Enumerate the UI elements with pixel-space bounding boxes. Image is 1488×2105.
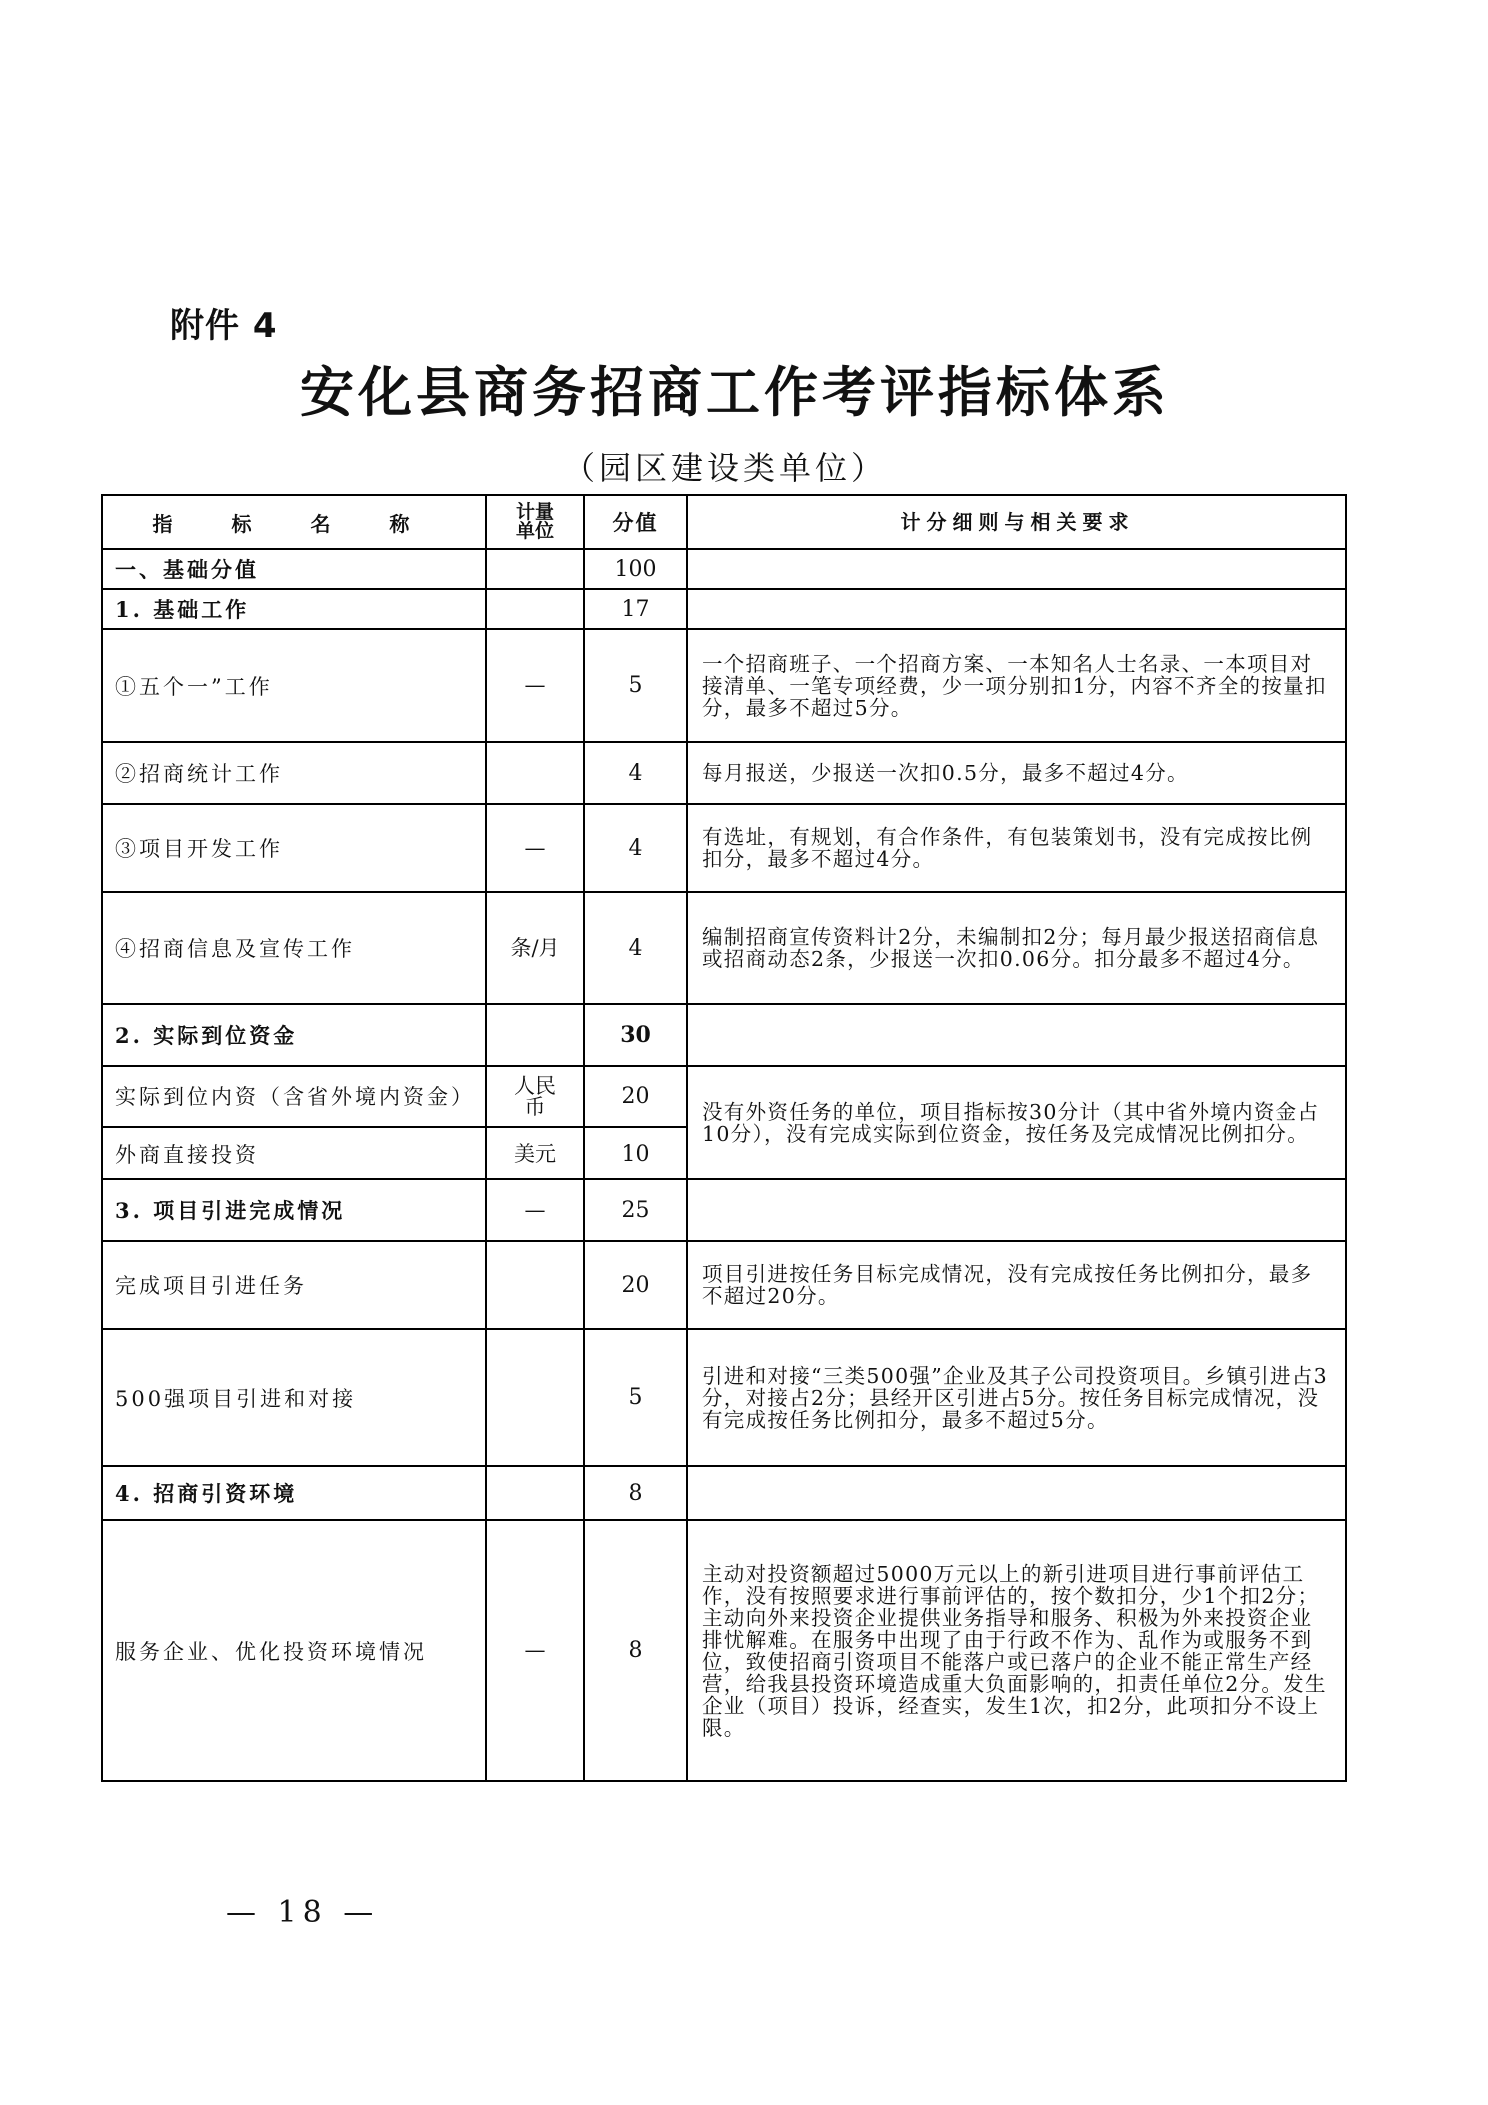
row-name: 4. 招商引资环境 — [103, 1467, 487, 1519]
row-unit — [487, 1330, 585, 1465]
row-unit: — — [487, 1180, 585, 1240]
row-score: 4 — [585, 805, 688, 891]
table-row — [103, 590, 1345, 630]
table-row — [103, 805, 1345, 893]
row-rules: 主动对投资额超过5000万元以上的新引进项目进行事前评估工作，没有按照要求进行事前评估的，按个数扣分，少1个扣2分；主动向外来投资企业提供业务指导和服务、积极为外来投资企业排忧解难。在服务中出现了由于行政不作为、乱作为或服务不到位，致使招商引资项目不能落户或已落户的企业不能正常生产经营，给我县投资环境造成重大负面影响的，扣责任单位2分。发生企业（项目）投诉，经查实，发生1次，扣2分，此项扣分不设上限。 — [702, 1561, 1327, 1740]
table-header-row — [103, 496, 1345, 550]
table-row — [103, 1521, 1345, 1780]
table-row — [103, 1180, 1345, 1242]
table-row — [103, 1467, 1345, 1521]
row-unit: 美元 — [487, 1128, 585, 1180]
row-rules: 项目引进按任务目标完成情况，没有完成按任务比例扣分，最多不超过20分。 — [702, 1262, 1313, 1308]
row-unit: 人民币 — [487, 1067, 585, 1128]
row-unit: 条/月 — [487, 893, 585, 1003]
row-score: 5 — [585, 630, 688, 741]
row-rules: 每月报送，少报送一次扣0.5分，最多不超过4分。 — [702, 761, 1189, 785]
row-score: 5 — [585, 1330, 688, 1465]
row-score: 17 — [585, 590, 688, 628]
row-score: 100 — [585, 550, 688, 588]
column-header-name: 指 标 名 称 — [103, 496, 487, 548]
column-header-rules: 计分细则与相关要求 — [900, 510, 1135, 534]
row-name: 1. 基础工作 — [103, 590, 487, 628]
row-name: ②招商统计工作 — [103, 743, 487, 803]
evaluation-table — [101, 494, 1347, 1782]
row-unit — [487, 590, 585, 628]
row-name: 外商直接投资 — [103, 1128, 487, 1180]
row-unit: — — [487, 630, 585, 741]
table-row — [103, 630, 1345, 743]
row-name: 3. 项目引进完成情况 — [103, 1180, 487, 1240]
row-rules — [688, 1467, 1345, 1519]
row-unit — [487, 1467, 585, 1519]
row-unit — [487, 1242, 585, 1328]
row-score: 20 — [585, 1067, 688, 1128]
row-rules — [688, 1180, 1345, 1240]
row-score: 25 — [585, 1180, 688, 1240]
table-row — [103, 893, 1345, 1005]
row-score: 10 — [585, 1128, 688, 1180]
row-score: 8 — [585, 1521, 688, 1780]
table-row — [103, 1242, 1345, 1330]
row-rules: 引进和对接“三类500强”企业及其子公司投资项目。乡镇引进占3分，对接占2分；县经开区引进占5分。按任务目标完成情况，没有完成按任务比例扣分，最多不超过5分。 — [702, 1363, 1328, 1432]
row-name: 一、基础分值 — [103, 550, 487, 588]
row-name: 完成项目引进任务 — [103, 1242, 487, 1328]
merged-rules-cell: 没有外资任务的单位，项目指标按30分计（其中省外境内资金占10分），没有完成实际到位资金，按任务及完成情况比例扣分。 — [688, 1067, 1345, 1180]
row-score: 4 — [585, 893, 688, 1003]
row-unit — [487, 1005, 585, 1065]
row-name: 实际到位内资（含省外境内资金） — [103, 1067, 487, 1128]
table-row — [103, 743, 1345, 805]
row-unit — [487, 550, 585, 588]
row-rules: 一个招商班子、一个招商方案、一本知名人士名录、一本项目对接清单、一笔专项经费，少一项分别扣1分，内容不齐全的按量扣分，最多不超过5分。 — [702, 651, 1327, 720]
row-rules: 有选址，有规划，有合作条件，有包装策划书，没有完成按比例扣分，最多不超过4分。 — [702, 825, 1313, 871]
row-rules: 编制招商宣传资料计2分，未编制扣2分；每月最少报送招商信息或招商动态2条，少报送一次扣0.06分。扣分最多不超过4分。 — [702, 925, 1320, 971]
page-number: — 18 — — [226, 1895, 380, 1930]
page-subtitle: （园区建设类单位） — [562, 449, 887, 487]
row-unit: — — [487, 1521, 585, 1780]
row-name: 服务企业、优化投资环境情况 — [103, 1521, 487, 1780]
table-row — [103, 1330, 1345, 1467]
row-unit — [487, 743, 585, 803]
row-rules — [688, 550, 1345, 588]
row-rules — [688, 1005, 1345, 1065]
row-score: 30 — [585, 1005, 688, 1065]
table-row — [103, 1005, 1345, 1067]
row-unit: — — [487, 805, 585, 891]
row-score: 20 — [585, 1242, 688, 1328]
table-row — [103, 550, 1345, 590]
row-name: ④招商信息及宣传工作 — [103, 893, 487, 1003]
row-name: ①五个一”工作 — [103, 630, 487, 741]
row-rules — [688, 590, 1345, 628]
column-header-score: 分值 — [585, 496, 688, 548]
column-header-unit: 计量单位 — [487, 496, 585, 548]
row-name: 500强项目引进和对接 — [103, 1330, 487, 1465]
attachment-label: 附件 4 — [170, 306, 278, 346]
row-score: 8 — [585, 1467, 688, 1519]
row-score: 4 — [585, 743, 688, 803]
page-title: 安化县商务招商工作考评指标体系 — [300, 360, 1170, 424]
row-name: ③项目开发工作 — [103, 805, 487, 891]
row-name: 2. 实际到位资金 — [103, 1005, 487, 1065]
